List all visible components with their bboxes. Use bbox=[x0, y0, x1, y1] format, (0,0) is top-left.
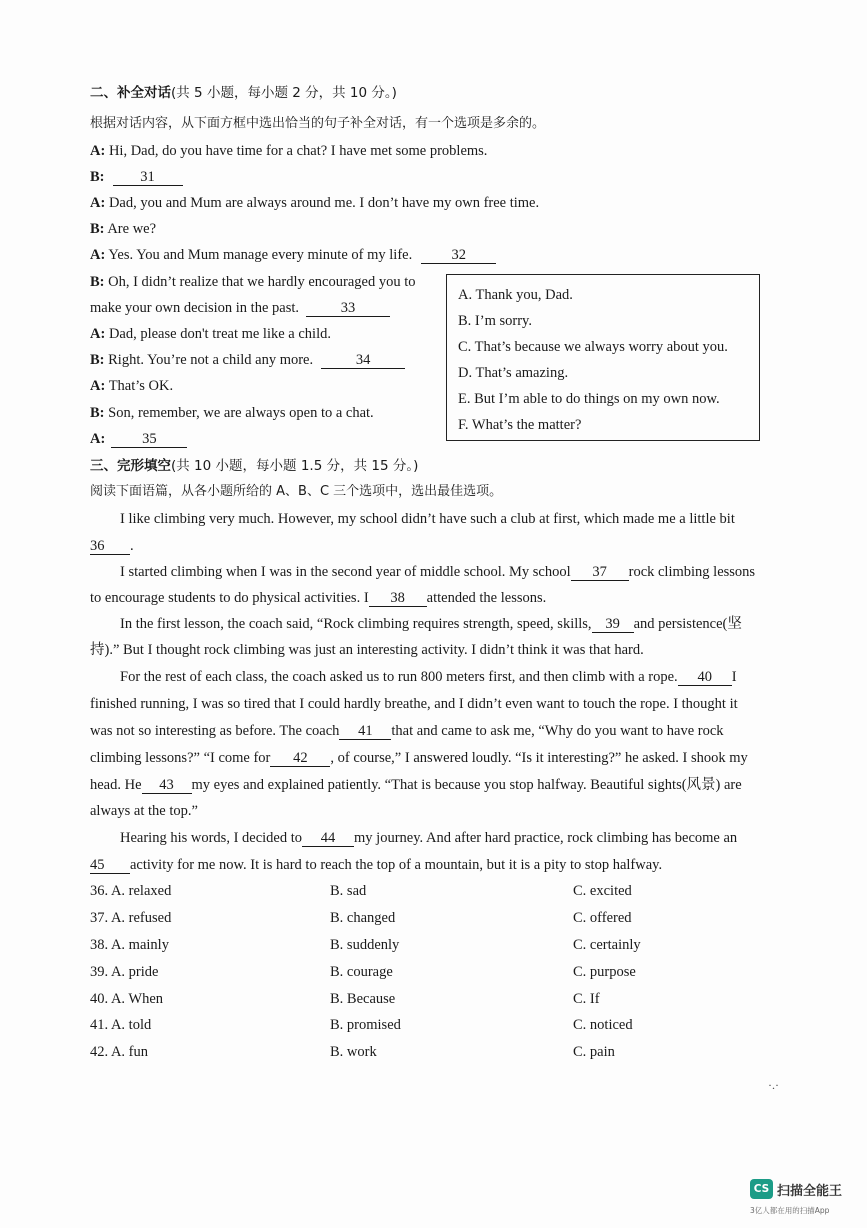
passage-line: 持).” But I thought rock climbing was just an interesting activity. I didn’t think it was that hard. bbox=[90, 642, 644, 658]
section3-note: (共 10 小题，每小题 1.5 分，共 15 分。) bbox=[171, 458, 419, 474]
blank-36: 36 bbox=[90, 538, 130, 555]
dialogue-line: B: Oh, I didn’t realize that we hardly encouraged you to bbox=[90, 274, 416, 290]
blank-41: 41 bbox=[339, 723, 391, 740]
blank-37: 37 bbox=[571, 564, 629, 581]
section2-heading bbox=[90, 84, 397, 102]
dialogue-line: B: Son, remember, we are always open to a chat. bbox=[90, 405, 374, 421]
blank-40: 40 bbox=[678, 669, 732, 686]
question-38-option-a: 38. A. mainly bbox=[90, 937, 169, 953]
passage-line: 45 activity for me now. It is hard to reach the top of a mountain, but it is a pity to stop halfway. bbox=[90, 857, 663, 873]
blank-39: 39 bbox=[592, 616, 634, 633]
blank-45: 45 bbox=[90, 857, 130, 874]
dialogue-line: A: Yes. You and Mum manage every minute of my life. 32 bbox=[90, 246, 496, 264]
passage-line: I like climbing very much. However, my school didn’t have such a club at first, which made me a little bit bbox=[120, 511, 735, 527]
blank-33: 33 bbox=[306, 300, 390, 317]
passage-line: head. He 43 my eyes and explained patiently. “That is because you stop halfway. Beautiful sights(风景) are bbox=[90, 777, 742, 793]
question-38-option-c: C. certainly bbox=[573, 937, 641, 953]
option-e: E. But I’m able to do things on my own now. bbox=[458, 391, 720, 407]
question-40-option-b: B. Because bbox=[330, 991, 396, 1007]
passage-line: 36 . bbox=[90, 538, 134, 554]
passage-line: In the first lesson, the coach said, “Rock climbing requires strength, speed, skills, 39 and persistence(坚 bbox=[120, 616, 742, 632]
section2-note: (共 5 小题，每小题 2 分，共 10 分。) bbox=[171, 85, 397, 101]
blank-32: 32 bbox=[421, 247, 496, 264]
dialogue-line: B: Right. You’re not a child any more. 34 bbox=[90, 351, 405, 369]
dialogue-line: A: Hi, Dad, do you have time for a chat? I have met some problems. bbox=[90, 143, 488, 159]
passage-line: For the rest of each class, the coach asked us to run 800 meters first, and then climb with a rope. 40 I bbox=[120, 669, 737, 685]
blank-44: 44 bbox=[302, 830, 354, 847]
question-42-option-b: B. work bbox=[330, 1044, 377, 1060]
passage-line: Hearing his words, I decided to 44 my journey. And after hard practice, rock climbing has become an bbox=[120, 830, 738, 846]
question-39-option-c: C. purpose bbox=[573, 964, 636, 980]
blank-35: 35 bbox=[111, 431, 187, 448]
question-41-option-b: B. promised bbox=[330, 1017, 401, 1033]
blank-42: 42 bbox=[270, 750, 330, 767]
camscanner-logo-icon: CS bbox=[750, 1179, 773, 1199]
option-a: A. Thank you, Dad. bbox=[458, 287, 573, 303]
question-37-option-b: B. changed bbox=[330, 910, 396, 926]
question-42-option-a: 42. A. fun bbox=[90, 1044, 148, 1060]
question-37-option-a: 37. A. refused bbox=[90, 910, 172, 926]
question-40-option-a: 40. A. When bbox=[90, 991, 164, 1007]
question-36-option-b: B. sad bbox=[330, 883, 367, 899]
dialogue-line: A: 35 bbox=[90, 430, 187, 448]
question-41-option-c: C. noticed bbox=[573, 1017, 633, 1033]
blank-31: 31 bbox=[113, 169, 183, 186]
passage-line: finished running, I was so tired that I could hardly breathe, and I didn’t even want to touch the rope. I thought it bbox=[90, 696, 738, 712]
question-42-option-c: C. pain bbox=[573, 1044, 615, 1060]
question-36-option-c: C. excited bbox=[573, 883, 632, 899]
blank-34: 34 bbox=[321, 352, 405, 369]
passage-line: was not so interesting as before. The coach 41 that and came to ask me, “Why do you want to have rock bbox=[90, 723, 724, 739]
option-d: D. That’s amazing. bbox=[458, 365, 569, 381]
dialogue-line: make your own decision in the past. 33 bbox=[90, 299, 390, 317]
passage-line: I started climbing when I was in the second year of middle school. My school 37 rock climbing lessons bbox=[120, 564, 756, 580]
section3-title: 三、完形填空 bbox=[90, 458, 171, 474]
blank-38: 38 bbox=[369, 590, 427, 607]
dialogue-line: B: Are we? bbox=[90, 221, 157, 237]
question-36-option-a: 36. A. relaxed bbox=[90, 883, 172, 899]
passage-line: climbing lessons?” “I come for 42 , of course,” I answered loudly. “Is it interesting?” he asked. I shook my bbox=[90, 750, 748, 766]
section2-title: 二、补全对话 bbox=[90, 85, 171, 101]
option-b: B. I’m sorry. bbox=[458, 313, 532, 329]
option-f: F. What’s the matter? bbox=[458, 417, 582, 433]
scan-artifact-dots: ·.· bbox=[768, 1078, 779, 1092]
question-41-option-a: 41. A. told bbox=[90, 1017, 152, 1033]
question-39-option-b: B. courage bbox=[330, 964, 393, 980]
blank-43: 43 bbox=[142, 777, 192, 794]
watermark-app-name: 扫描全能王 bbox=[777, 1184, 843, 1199]
options-box bbox=[446, 274, 760, 441]
passage-line: to encourage students to do physical activities. I 38 attended the lessons. bbox=[90, 590, 547, 606]
question-38-option-b: B. suddenly bbox=[330, 937, 400, 953]
question-37-option-c: C. offered bbox=[573, 910, 632, 926]
dialogue-line: A: That’s OK. bbox=[90, 378, 174, 394]
dialogue-line: A: Dad, please don't treat me like a child. bbox=[90, 326, 331, 342]
watermark-tagline: 3亿人都在用的扫描App bbox=[750, 1206, 830, 1215]
dialogue-line: A: Dad, you and Mum are always around me. I don’t have my own free time. bbox=[90, 195, 540, 211]
section3-instruction: 阅读下面语篇，从各小题所给的 A、B、C 三个选项中，选出最佳选项。 bbox=[90, 484, 503, 499]
section2-instruction: 根据对话内容，从下面方框中选出恰当的句子补全对话，有一个选项是多余的。 bbox=[90, 116, 546, 131]
question-40-option-c: C. If bbox=[573, 991, 600, 1007]
question-39-option-a: 39. A. pride bbox=[90, 964, 159, 980]
option-c: C. That’s because we always worry about you. bbox=[458, 339, 728, 355]
section3-heading bbox=[90, 457, 418, 475]
passage-line: always at the top.” bbox=[90, 803, 198, 819]
dialogue-line: B: 31 bbox=[90, 168, 183, 186]
